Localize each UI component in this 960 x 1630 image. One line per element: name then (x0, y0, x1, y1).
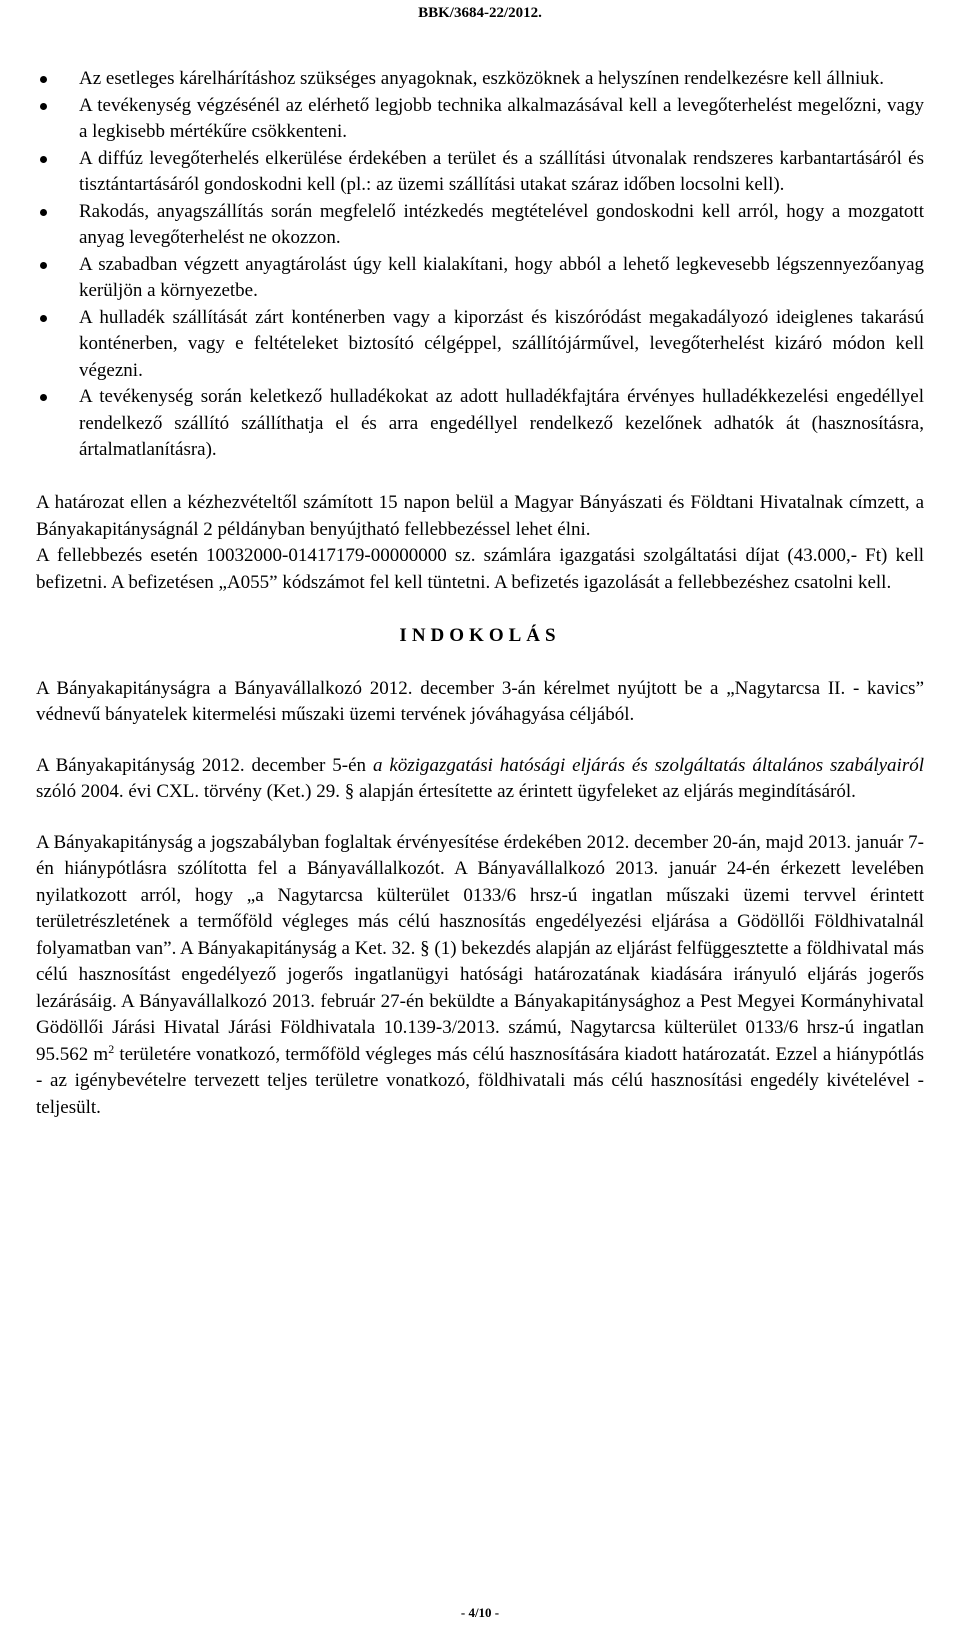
requirements-bullet-list (36, 66, 924, 464)
reasoning-paragraph-request: A Bányakapitányságra a Bányavállalkozó 2012. december 3-án kérelmet nyújtott be a „Nagytarcsa II. - kavics” védnevű bányatelek kitermelési műszaki üzemi tervének jóváhagyása céljából. (36, 677, 924, 725)
document-body (36, 66, 924, 1121)
deficiency-text-end: területére vonatkozó, termőföld végleges más célú hasznosítására kiadott határozatát. Ezzel a hiánypótlás - az igénybevételre tervezett teljes területre vonatkozó, földhivatali más célú hasznosítási engedély kivételével - teljesült. (36, 1043, 925, 1118)
bullet-icon (40, 209, 47, 216)
law-title-italic: a közigazgatási hatósági eljárás és szolgáltatás általános szabályairól (372, 754, 924, 776)
bullet-text: A hulladék szállítását zárt konténerben vagy a kiporzást és kiszóródást megakadályozó ideiglenes takarású konténerben, vagy e feltételeket biztosító célgéppel, szállítójárművel, levegőterhelést kizáró módon kell végezni. (79, 306, 924, 381)
deficiency-text-start: A Bányakapitányság a jogszabályban foglaltak érvényesítése érdekében 2012. december 20-án, majd 2013. január 7-én hiánypótlásra szólította fel a Bányavállalkozót. A Bányavállalkozó 2013. január 24-én érkezett levelében nyilatkozott arról, hogy „a Nagytarcsa külterület 0133/6 hrsz-ú ingatlan műszaki üzemi tervvel érintett területrészletének a termőföld végleges más célú hasznosítás engedélyezési eljárása a Gödöllői Földhivatalnál folyamatban van”. A Bányakapitányság a Ket. 32. § (1) bekezdés alapján az eljárást felfüggesztette a földhivatal más célú hasznosítást engedélyező jogerős ingatlanügyi hatósági határozatának kiadására irányuló eljárás jogerős lezárásáig. A Bányavállalkozó 2013. február 27-én beküldte a Bányakapitánysághoz a Pest Megyei Kormányhivatal Gödöllői Járási Hivatal Járási Földhivatala 10.139-3/2013. számú, Nagytarcsa külterület 0133/6 hrsz-ú ingatlan 95.562 m (36, 831, 924, 1065)
bullet-text: A tevékenység végzésénél az elérhető legjobb technika alkalmazásával kell a levegőterhelést megelőzni, vagy a legkisebb mértékűre csökkenteni. (79, 94, 924, 142)
bullet-icon (40, 262, 47, 269)
notification-text-start: A Bányakapitányság 2012. december 5-én (36, 754, 373, 776)
section-title-indokolas: INDOKOLÁS (399, 624, 561, 646)
page-number-footer: - 4/10 - (460, 1605, 500, 1620)
bullet-item (36, 146, 924, 199)
spacer (36, 649, 924, 676)
bullet-icon (40, 315, 47, 322)
bullet-icon (40, 156, 47, 163)
bullet-icon (40, 103, 47, 110)
bullet-item (36, 199, 924, 252)
spacer (36, 729, 924, 753)
notification-text-end: szóló 2004. évi CXL. törvény (Ket.) 29. § alapján értesítette az érintett ügyfeleket az eljárás megindításáról. (36, 781, 856, 802)
reasoning-paragraph-deficiency (36, 830, 924, 1122)
bullet-icon (40, 394, 47, 401)
bullet-item (36, 252, 924, 305)
bullet-text: Rakodás, anyagszállítás során megfelelő intézkedés megtételével gondoskodni kell arról, hogy a mozgatott anyag levegőterhelést ne okozzon. (79, 200, 924, 248)
bullet-item (36, 93, 924, 146)
spacer (36, 806, 924, 830)
bullet-text: A diffúz levegőterhelés elkerülése érdekében a terület és a szállítási útvonalak rendszeres karbantartásáról és tisztántartásáról gondoskodni kell (pl.: az üzemi szállítási utakat száraz időben locsolni kell). (79, 147, 924, 195)
appeal-paragraph: A határozat ellen a kézhezvételtől számított 15 napon belül a Magyar Bányászati és Földtani Hivatalnak címzett, a Bányakapitányságnál 2 példányban benyújtható fellebbezéssel lehet élni. (36, 492, 924, 540)
bullet-item (36, 384, 924, 464)
appeal-fee-paragraph: A fellebbezés esetén 10032000-01417179-00000000 sz. számlára igazgatási szolgáltatási díjat (43.000,- Ft) kell befizetni. A befizetésen „A055” kódszámot fel kell tüntetni. A befizetés igazolását a fellebbezéshez csatolni kell. (36, 545, 924, 593)
spacer (36, 464, 924, 491)
bullet-item (36, 66, 924, 93)
bullet-item (36, 305, 924, 385)
spacer (36, 596, 924, 623)
bullet-text: A tevékenység során keletkező hulladékokat az adott hulladékfajtára érvényes hulladékkezelési engedéllyel rendelkező szállító szállíthatja el és arra engedéllyel rendelkező kezelőnek adhatók át (hasznosításra, ártalmatlanításra). (79, 386, 924, 460)
document-reference-header: BBK/3684-22/2012. (418, 5, 542, 21)
bullet-text: Az esetleges kárelhárításhoz szükséges anyagoknak, eszközöknek a helyszínen rendelkezésre kell állniuk. (79, 68, 885, 89)
bullet-icon (40, 76, 47, 83)
bullet-text: A szabadban végzett anyagtárolást úgy kell kialakítani, hogy abból a lehető legkevesebb légszennyezőanyag kerüljön a környezetbe. (79, 253, 924, 301)
reasoning-paragraph-notification (36, 753, 924, 806)
area-unit-superscript: 2 (108, 1041, 115, 1056)
